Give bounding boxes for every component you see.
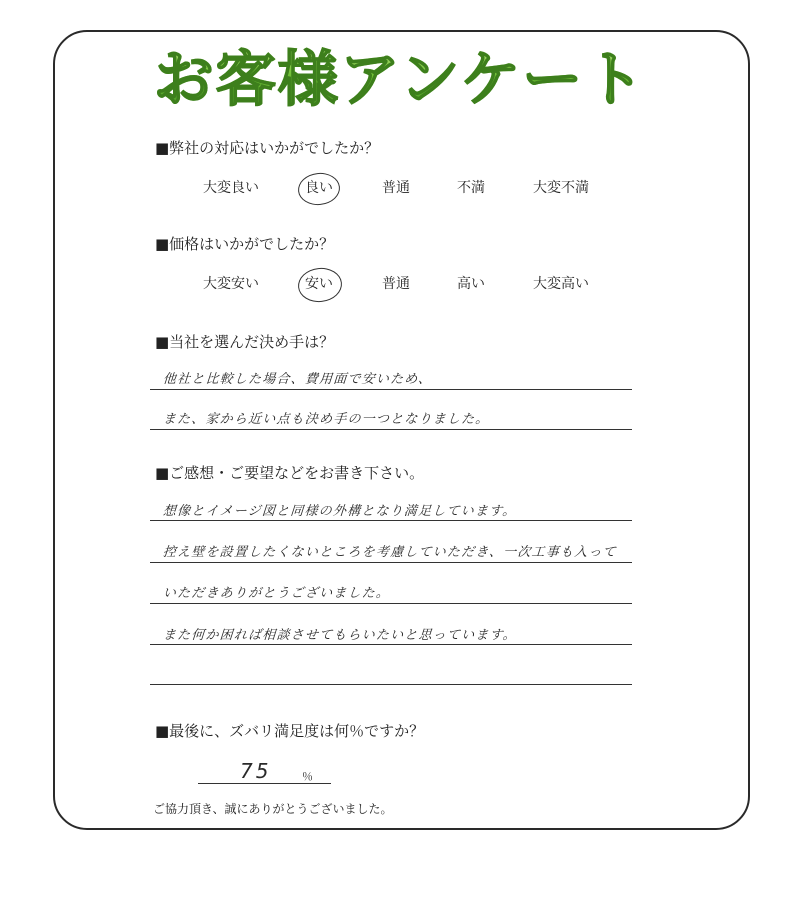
question-service: ■弊社の対応はいかがでしたか？ — [155, 139, 380, 157]
satisfaction-unit: ％ — [302, 770, 313, 783]
answer-line — [150, 644, 632, 645]
option-price-expensive[interactable]: 高い — [457, 276, 485, 292]
answer-reason-line-1: 他社と比較した場合、費用面で安いため、 — [162, 372, 433, 387]
thanks-message: ご協力頂き、誠にありがとうございました。 — [153, 802, 393, 816]
answer-comments-line-2: 控え壁を設置したくないところを考慮していただき、一次工事も入って — [162, 545, 618, 560]
options-service — [0, 178, 800, 202]
answer-line — [150, 389, 632, 390]
answer-line — [150, 429, 632, 430]
satisfaction-line — [198, 783, 331, 784]
options-price — [0, 274, 800, 298]
answer-line — [150, 520, 632, 521]
option-service-normal[interactable]: 普通 — [382, 180, 410, 196]
answer-reason-line-2: また、家から近い点も決め手の一つとなりました。 — [162, 412, 490, 427]
answer-line — [150, 562, 632, 563]
satisfaction-value: 75 — [240, 759, 272, 783]
answer-line — [150, 603, 632, 604]
option-price-cheap[interactable]: 安い — [305, 276, 333, 292]
question-satisfaction: ■最後に、ズバリ満足度は何％ですか？ — [155, 722, 425, 740]
question-comments: ■ご感想・ご要望などをお書き下さい。 — [155, 464, 425, 482]
option-price-very-cheap[interactable]: 大変安い — [203, 276, 259, 292]
option-price-very-expensive[interactable]: 大変高い — [533, 276, 589, 292]
answer-comments-line-4: また何か困れば相談させてもらいたいと思っています。 — [162, 628, 518, 643]
option-service-good[interactable]: 良い — [305, 180, 333, 196]
question-price: ■価格はいかがでしたか？ — [155, 235, 335, 253]
option-service-very-dissatisfied[interactable]: 大変不満 — [533, 180, 589, 196]
option-service-dissatisfied[interactable]: 不満 — [457, 180, 485, 196]
survey-title: お客様アンケート — [0, 44, 800, 116]
answer-comments-line-3: いただきありがとうございました。 — [162, 586, 391, 601]
answer-line — [150, 684, 632, 685]
answer-comments-line-1: 想像とイメージ図と同様の外構となり満足しています。 — [162, 504, 517, 519]
option-price-normal[interactable]: 普通 — [382, 276, 410, 292]
question-reason: ■当社を選んだ決め手は？ — [155, 333, 335, 351]
option-service-very-good[interactable]: 大変良い — [203, 180, 259, 196]
